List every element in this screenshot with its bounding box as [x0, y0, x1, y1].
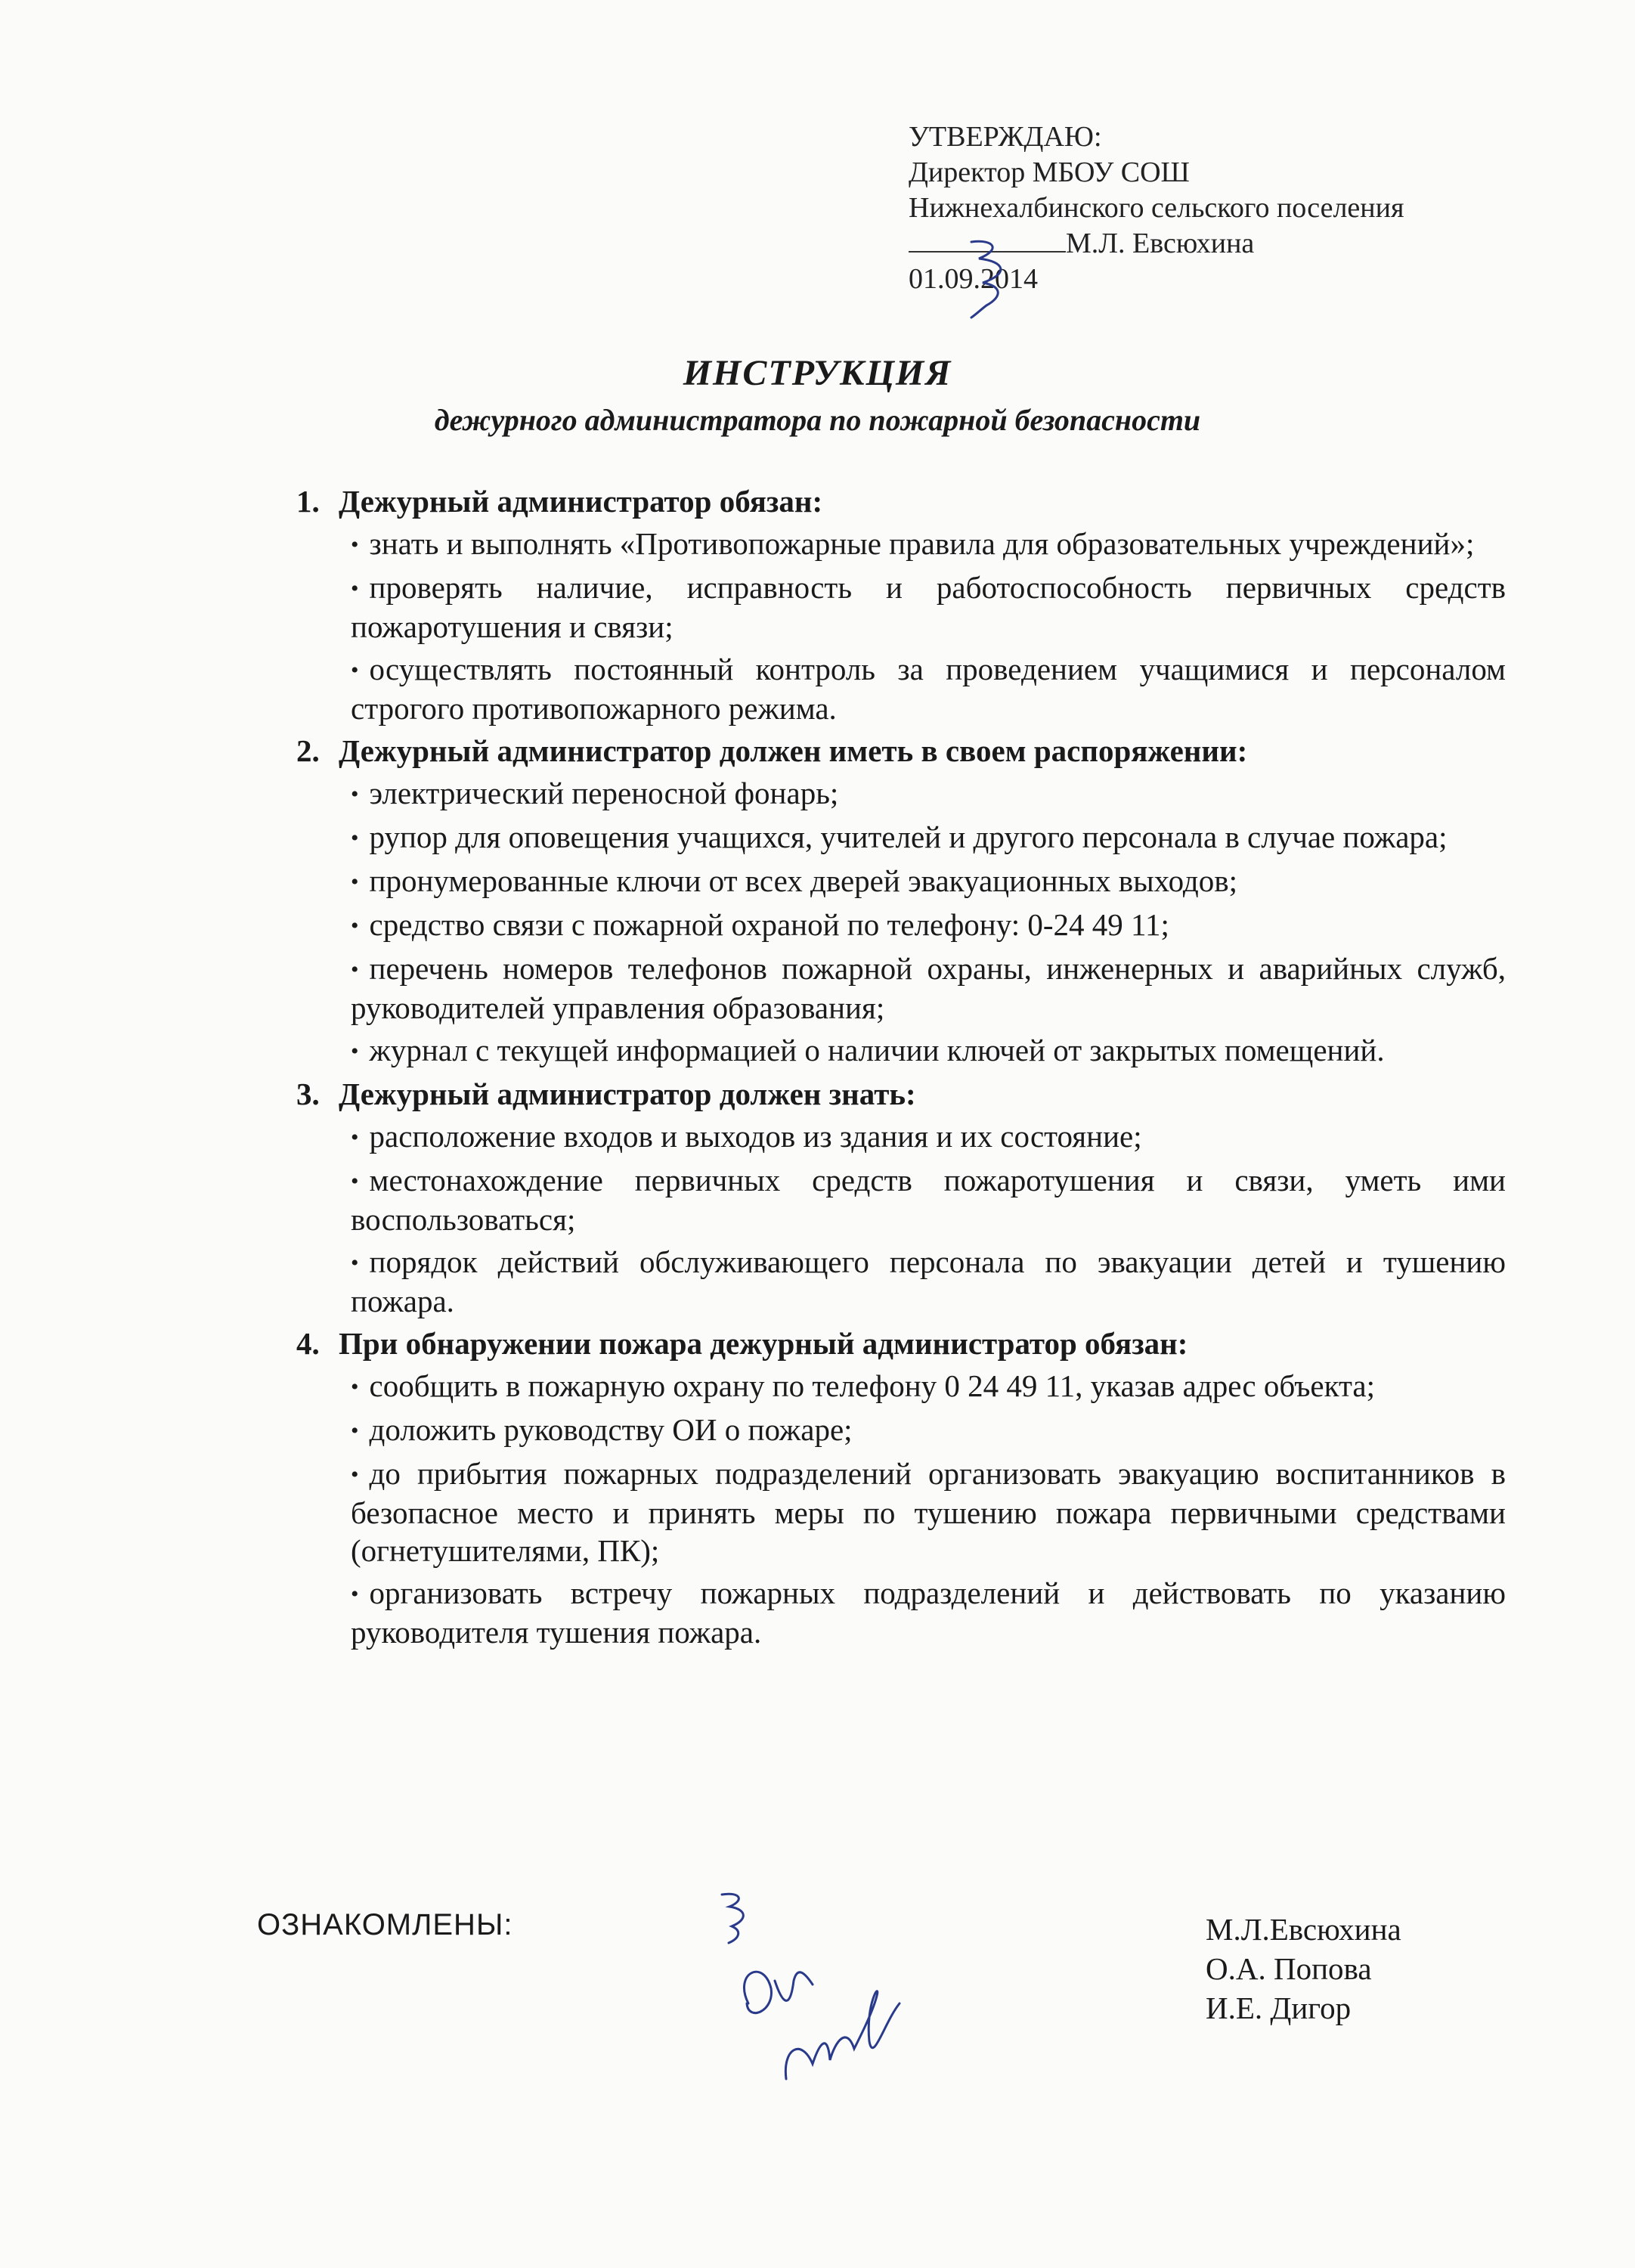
list-item: • осуществлять постоянный контроль за проведением учащимися и персоналом строгого противопожарного режима. — [351, 652, 1506, 726]
acquainted-name: И.Е. Дигор — [1206, 1991, 1352, 2025]
list-item: • расположение входов и выходов из здания и их состояние; — [351, 1119, 1142, 1154]
list-item: • доложить руководству ОИ о пожаре; — [351, 1412, 853, 1447]
acquainted-name: М.Л.Евсюхина — [1206, 1912, 1401, 1947]
list-item: • организовать встречу пожарных подразделений и действовать по указанию руководителя тушения пожара. — [351, 1576, 1506, 1650]
acquainted-label: ОЗНАКОМЛЕНЫ: — [257, 1908, 513, 1941]
section-heading: 1. Дежурный администратор обязан: — [296, 484, 823, 519]
list-item: • порядок действий обслуживающего персонала по эвакуации детей и тушению пожара. — [351, 1244, 1506, 1318]
section-heading: 4. При обнаружении пожара дежурный администратор обязан: — [296, 1326, 1188, 1361]
acquainted-names — [1206, 1910, 1401, 2028]
section-1 — [289, 482, 1506, 727]
list-item: • сообщить в пожарную охрану по телефону 0 24 49 11, указав адрес объекта; — [351, 1368, 1375, 1403]
section-4 — [289, 1325, 1506, 1651]
acquainted-signatures — [650, 1890, 983, 2087]
list-item: • знать и выполнять «Противопожарные правила для образовательных учреждений»; — [351, 526, 1475, 561]
list-item: • до прибытия пожарных подразделений организовать эвакуацию воспитанников в безопасное место и принять меры по тушению пожара первичными средствами (огнетушителями, ПК); — [351, 1456, 1506, 1568]
list-item: • рупор для оповещения учащихся, учителей и другого персонала в случае пожара; — [351, 820, 1448, 854]
section-heading: 2. Дежурный администратор должен иметь в своем распоряжении: — [296, 733, 1248, 768]
acquainted-name: О.А. Попова — [1206, 1951, 1372, 1986]
list-item: • проверять наличие, исправность и работоспособность первичных средств пожаротушения и связи; — [351, 570, 1506, 644]
list-item: • пронумерованные ключи от всех дверей эвакуационных выходов; — [351, 863, 1238, 898]
instruction-body — [289, 482, 1506, 1656]
document-subtitle: дежурного администратора по пожарной безопасности — [434, 403, 1201, 437]
approval-heading: УТВЕРЖДАЮ: — [909, 121, 1102, 153]
list-item: • перечень номеров телефонов пожарной охраны, инженерных и аварийных служб, руководителей управления образования; — [351, 951, 1506, 1025]
section-3 — [289, 1075, 1506, 1320]
director-signature — [949, 236, 1054, 319]
list-item: • средство связи с пожарной охраной по телефону: 0-24 49 11; — [351, 907, 1169, 942]
section-heading: 3. Дежурный администратор должен знать: — [296, 1077, 916, 1111]
approval-signer: М.Л. Евсюхина — [1066, 228, 1255, 259]
list-item: • электрический переносной фонарь; — [351, 776, 839, 810]
approval-date: 01.09.2014 — [909, 263, 1038, 295]
document-title: ИНСТРУКЦИЯ — [683, 353, 952, 393]
approval-position-line-2: Нижнехалбинского сельского поселения — [909, 192, 1404, 224]
list-item: • журнал с текущей информацией о наличии ключей от закрытых помещений. — [351, 1033, 1385, 1067]
list-item: • местонахождение первичных средств пожаротушения и связи, уметь ими воспользоваться; — [351, 1163, 1506, 1237]
section-2 — [289, 732, 1506, 1070]
approval-position-line-1: Директор МБОУ СОШ — [909, 156, 1190, 188]
